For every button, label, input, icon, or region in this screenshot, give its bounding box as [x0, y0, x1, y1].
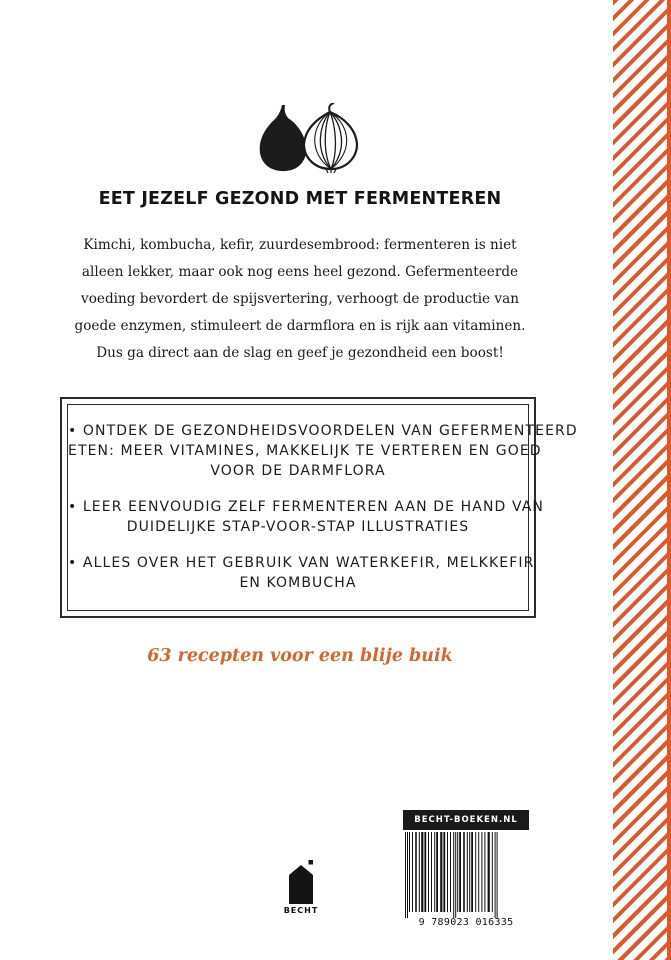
publisher-name: BECHT: [283, 906, 319, 915]
barcode: [403, 830, 529, 918]
bullet-line: • ONTDEK DE GEZONDHEIDSVOORDELEN VAN GEFERMENTEERD: [68, 423, 578, 439]
headline: EET JEZELF GEZOND MET FERMENTEREN: [98, 189, 502, 209]
bullet-line: • LEER EENVOUDIG ZELF FERMENTEREN AAN DE HAND VAN: [68, 499, 544, 515]
intro-line: Kimchi, kombucha, kefir, zuurdesembrood: fermenteren is niet: [83, 237, 517, 253]
striped-border: [613, 0, 671, 960]
website-badge: BECHT-BOEKEN.NL: [403, 810, 529, 830]
tagline: 63 recepten voor een blije buik: [147, 646, 453, 666]
intro-line: voeding bevordert de spijsvertering, verhoogt de productie van: [81, 291, 519, 307]
intro-line: alleen lekker, maar ook nog eens heel gezond. Gefermenteerde: [81, 264, 519, 280]
bullet-learn-fermenting: [68, 497, 544, 537]
intro-paragraph: [58, 232, 542, 367]
bullet-line: VOOR DE DARMFLORA: [210, 463, 386, 479]
bullet-line: • ALLES OVER HET GEBRUIK VAN WATERKEFIR, MELKKEFIR: [68, 555, 535, 571]
bullet-line: ETEN: MEER VITAMINES, MAKKELIJK TE VERTEREN EN GOED: [68, 443, 542, 459]
bullet-kefir-kombucha: [68, 553, 535, 593]
bullet-line: DUIDELIJKE STAP-VOOR-STAP ILLUSTRATIES: [126, 519, 470, 535]
bullet-health-benefits: [68, 421, 578, 481]
barcode-area: [403, 830, 529, 931]
fig-and-onion-icon: [256, 103, 366, 173]
bullet-line: EN KOMBUCHA: [239, 575, 357, 591]
highlights-inner-border: [67, 404, 578, 611]
intro-line: goede enzymen, stimuleert de darmflora en is rijk aan vitaminen.: [74, 318, 526, 334]
intro-line: Dus ga direct aan de slag en geef je gezondheid een boost!: [96, 345, 504, 361]
isbn-digits: 9 789023 016335: [418, 917, 514, 928]
highlights-box: [60, 397, 578, 618]
